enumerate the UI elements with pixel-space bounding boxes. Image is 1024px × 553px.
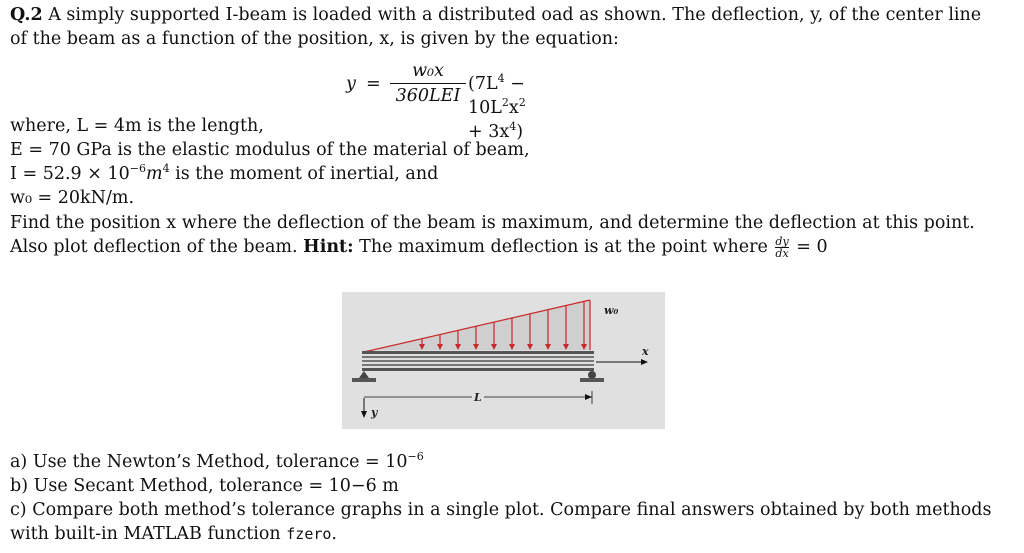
code-fzero: fzero	[286, 525, 332, 543]
label-w0: w₀	[604, 304, 619, 317]
part-c-line-1: c) Compare both method’s tolerance graphs in a single plot. Compare final answers obtained by both methods	[10, 500, 992, 520]
beam-figure	[342, 292, 665, 429]
task-line-2: Also plot deflection of the beam. Hint: The maximum deflection is at the point where $\frac{dy}{dx} = 0$	[10, 235, 828, 260]
fraction-bar	[390, 83, 466, 84]
beam-top-flange	[362, 351, 594, 354]
part-c-line-2: with built-in MATLAB function fzero.	[10, 524, 337, 544]
question-number: Q.2	[10, 5, 43, 25]
derivative-dy-dx: $\frac{dy}{dx}$	[775, 235, 789, 260]
beam-web-line-1	[362, 356, 594, 358]
intro-line-2: of the beam as a function of the position, x, is given by the equation:	[10, 29, 619, 49]
i-beam	[362, 351, 594, 371]
label-y: y	[371, 406, 378, 419]
task-line-1: Find the position x where the deflection of the beam is maximum, and determine the deflection at this point.	[10, 213, 975, 233]
equation-denominator: 360LEI	[395, 86, 461, 106]
part-a: a) Use the Newton’s Method, tolerance = $10^{-6}$	[10, 450, 424, 472]
intro-line-1	[10, 3, 981, 27]
intro-text-1: A simply supported I-beam is loaded with a distributed oad as shown. The deflection, y, of the center line	[48, 5, 982, 25]
beam-bottom-flange	[362, 368, 594, 371]
beam-web-line-2	[362, 360, 594, 362]
part-b: b) Use Secant Method, tolerance = 10−6 m	[10, 476, 399, 496]
hint-label: Hint:	[303, 237, 354, 257]
param-modulus: E = 70 GPa is the elastic modulus of the material of beam,	[10, 140, 530, 160]
equation-lhs: y	[346, 74, 356, 94]
equation-polynomial: $(7L^4 - 10L^2x^2 + 3x^4)$	[468, 72, 526, 142]
param-load: w₀ = 20kN/m.	[10, 188, 135, 208]
equation-numerator: w₀x	[412, 61, 444, 81]
beam-web-line-3	[362, 364, 594, 366]
equation-fraction	[390, 60, 466, 107]
param-length: where, L = 4m is the length,	[10, 116, 264, 136]
equation-equals: =	[366, 74, 381, 94]
label-L: L	[474, 391, 482, 404]
label-x: x	[642, 345, 649, 358]
param-inertia: $I = 52.9 \times 10^{-6}m^4$ is the moment of inertial, and	[10, 162, 439, 184]
